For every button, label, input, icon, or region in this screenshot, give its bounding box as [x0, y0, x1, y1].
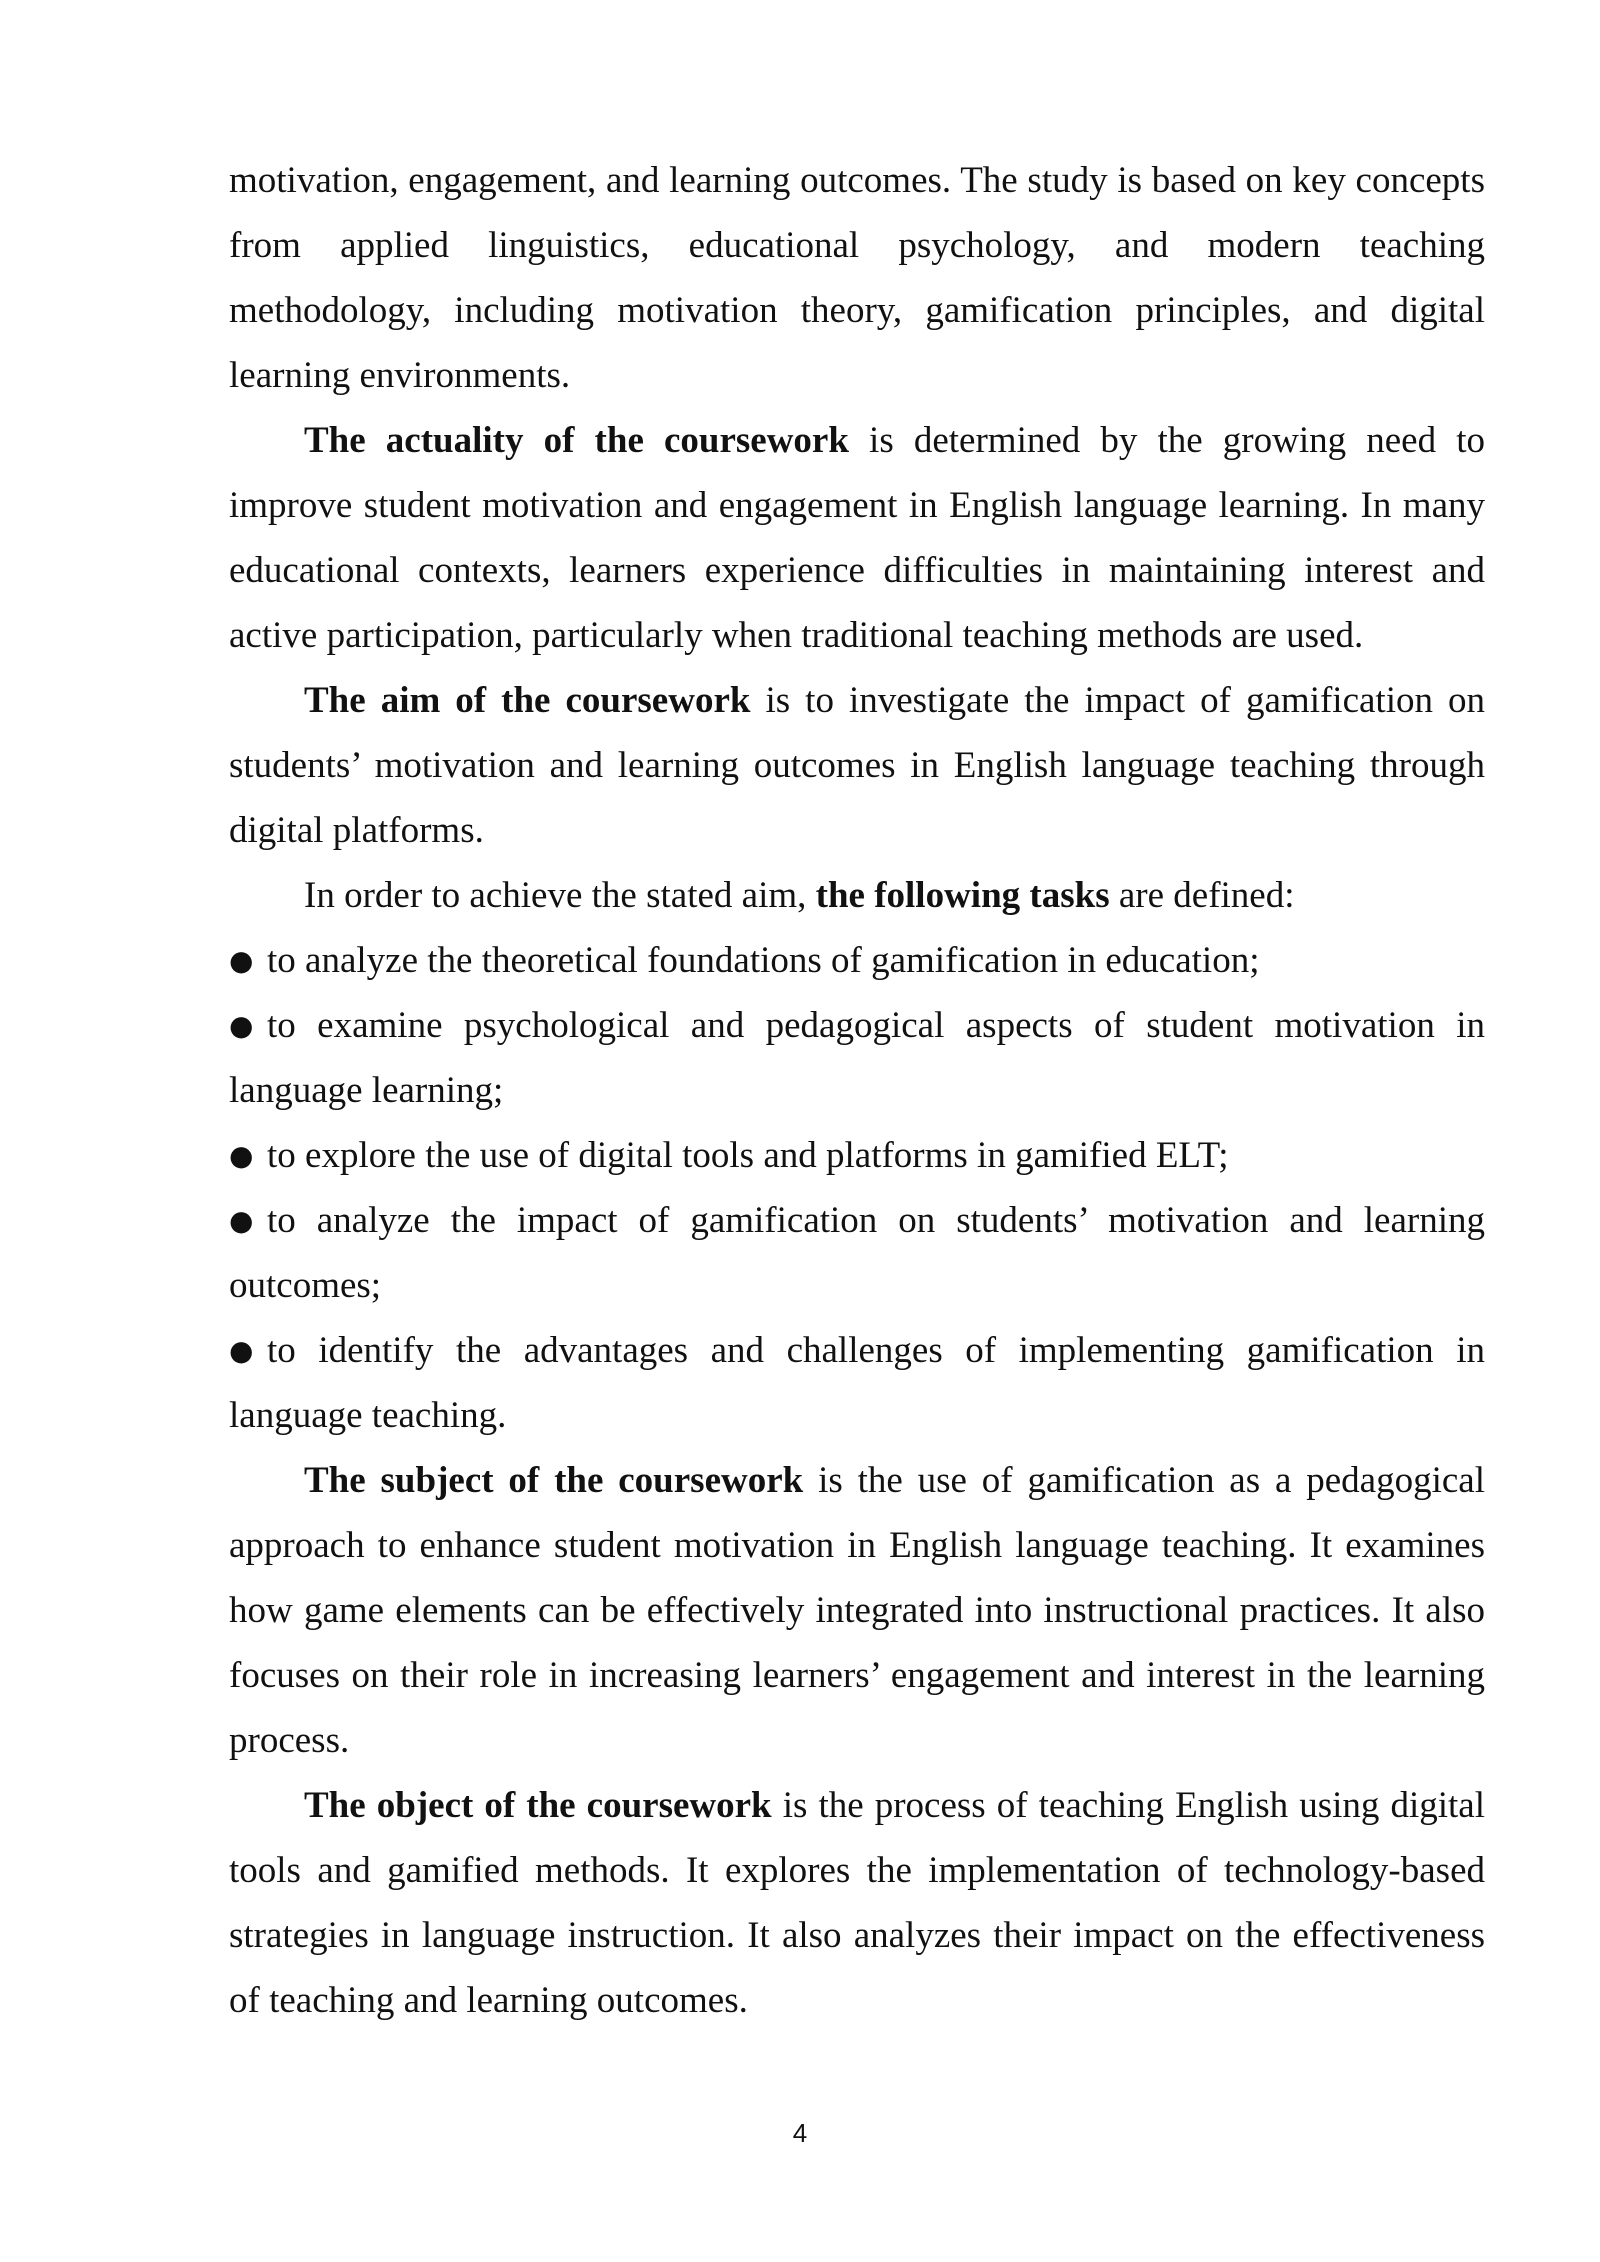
object-text: is the process of teaching English using digital tools and gamified methods. It explores the implementation of technology-based strategies in language instruction. It also analyzes their impact on the effectiveness of teaching and learning outcomes.	[229, 1785, 1485, 2021]
subject-heading: The subject of the coursework	[304, 1460, 804, 1501]
actuality-paragraph	[229, 408, 1485, 668]
document-page	[229, 148, 1485, 2033]
task-text: to explore the use of digital tools and platforms in gamified ELT;	[267, 1135, 1229, 1176]
bullet-icon: ●	[229, 1139, 254, 1172]
task-text: to examine psychological and pedagogical aspects of student motivation in language learning;	[229, 1005, 1485, 1111]
subject-paragraph	[229, 1448, 1485, 1773]
object-paragraph	[229, 1773, 1485, 2033]
bullet-icon: ●	[229, 944, 254, 977]
bullet-icon: ●	[229, 1334, 254, 1367]
task-item	[229, 928, 1485, 993]
bullet-icon: ●	[229, 1009, 254, 1042]
aim-text: is to investigate the impact of gamification on students’ motivation and learning outcomes in English language teaching through digital platforms.	[229, 680, 1485, 851]
task-item	[229, 1188, 1485, 1318]
task-item	[229, 1318, 1485, 1448]
tasks-intro-before: In order to achieve the stated aim,	[304, 875, 816, 916]
task-text: to identify the advantages and challenges of implementing gamification in language teaching.	[229, 1330, 1485, 1436]
tasks-list	[229, 928, 1485, 1448]
object-heading: The object of the coursework	[304, 1785, 772, 1826]
actuality-text: is determined by the growing need to improve student motivation and engagement in English language learning. In many educational contexts, learners experience difficulties in maintaining interest and active participation, particularly when traditional teaching methods are used.	[229, 420, 1485, 656]
aim-paragraph	[229, 668, 1485, 863]
actuality-heading: The actuality of the coursework	[304, 420, 849, 461]
task-text: to analyze the impact of gamification on students’ motivation and learning outcomes;	[229, 1200, 1485, 1306]
tasks-intro-bold: the following tasks	[815, 875, 1110, 916]
tasks-intro-paragraph	[229, 863, 1485, 928]
subject-text: is the use of gamification as a pedagogical approach to enhance student motivation in English language teaching. It examines how game elements can be effectively integrated into instructional practices. It also focuses on their role in increasing learners’ engagement and interest in the learning process.	[229, 1460, 1485, 1761]
tasks-intro-after: are defined:	[1109, 875, 1295, 916]
task-item	[229, 993, 1485, 1123]
task-text: to analyze the theoretical foundations of gamification in education;	[267, 940, 1260, 981]
task-item	[229, 1123, 1485, 1188]
intro-paragraph: motivation, engagement, and learning outcomes. The study is based on key concepts from applied linguistics, educational psychology, and modern teaching methodology, including motivation theory, gamification principles, and digital learning environments.	[229, 160, 1485, 396]
aim-heading: The aim of the coursework	[304, 680, 751, 721]
page-number: 4	[792, 2118, 808, 2148]
bullet-icon: ●	[229, 1204, 254, 1237]
